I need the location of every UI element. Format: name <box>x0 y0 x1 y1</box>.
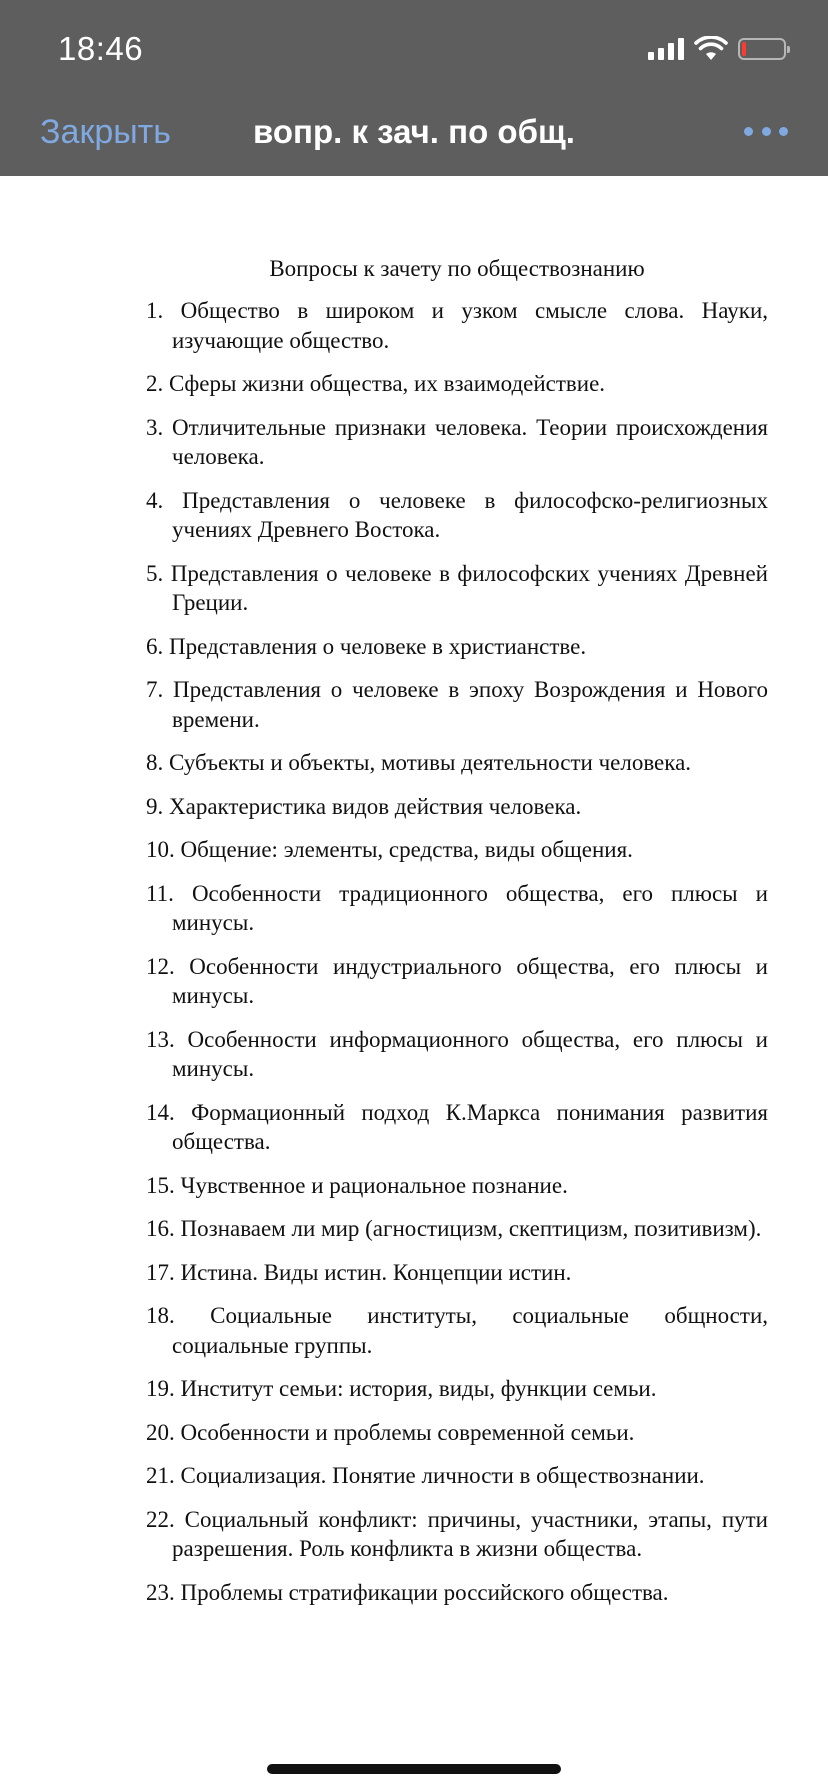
question-item: 23. Проблемы стратификации российского общества. <box>146 1579 669 1605</box>
status-icons <box>648 34 792 64</box>
question-item: 1. Общество в широком и узком смысле слова. Науки, изучающие общество. <box>146 298 768 353</box>
question-item: 16. Познаваем ли мир (агностицизм, скептицизм, позитивизм). <box>146 1216 762 1241</box>
question-item: 12. Особенности индустриального общества, его плюсы и минусы. <box>146 953 768 1008</box>
status-time: 18:46 <box>58 30 144 67</box>
document-heading: Вопросы к зачету по обществознанию <box>269 256 645 281</box>
battery-level <box>742 42 746 56</box>
document-viewer[interactable] <box>0 176 828 1756</box>
question-item: 11. Особенности традиционного общества, его плюсы и минусы. <box>146 880 768 935</box>
document-name: вопр. к зач. по общ. <box>253 113 575 150</box>
question-item: 13. Особенности информационного общества, его плюсы и минусы. <box>146 1026 768 1081</box>
question-item: 9. Характеристика видов действия человека. <box>146 793 582 819</box>
top-bar <box>0 0 828 176</box>
question-item: 14. Формационный подход К.Маркса понимания развития общества. <box>146 1099 768 1154</box>
cellular-signal-icon <box>648 38 684 60</box>
question-list <box>146 296 768 1621</box>
question-item: 15. Чувственное и рациональное познание. <box>146 1172 568 1198</box>
question-item: 10. Общение: элементы, средства, виды общения. <box>146 837 633 862</box>
question-item: 18. Социальные институты, социальные общности, социальные группы. <box>146 1303 768 1358</box>
home-indicator[interactable] <box>267 1764 561 1774</box>
question-item: 3. Отличительные признаки человека. Теории происхождения человека. <box>146 414 768 469</box>
close-button[interactable]: Закрыть <box>40 113 171 151</box>
question-item: 21. Социализация. Понятие личности в обществознании. <box>146 1463 705 1488</box>
ellipsis-icon[interactable] <box>744 118 788 144</box>
question-item: 22. Социальный конфликт: причины, участники, этапы, пути разрешения. Роль конфликта в жизни общества. <box>146 1506 768 1561</box>
question-item: 19. Институт семьи: история, виды, функции семьи. <box>146 1376 657 1401</box>
battery-icon <box>738 38 786 60</box>
question-item: 6. Представления о человеке в христианстве. <box>146 633 587 659</box>
question-item: 8. Субъекты и объекты, мотивы деятельности человека. <box>146 750 692 775</box>
question-item: 4. Представления о человеке в философско-религиозных учениях Древнего Востока. <box>146 487 768 542</box>
question-item: 2. Сферы жизни общества, их взаимодействие. <box>146 371 606 396</box>
wifi-icon <box>694 36 728 62</box>
question-item: 5. Представления о человеке в философских учениях Древней Греции. <box>146 560 768 615</box>
question-item: 7. Представления о человеке в эпоху Возрождения и Нового времени. <box>146 677 768 732</box>
question-item: 17. Истина. Виды истин. Концепции истин. <box>146 1259 572 1285</box>
question-item: 20. Особенности и проблемы современной семьи. <box>146 1419 635 1445</box>
